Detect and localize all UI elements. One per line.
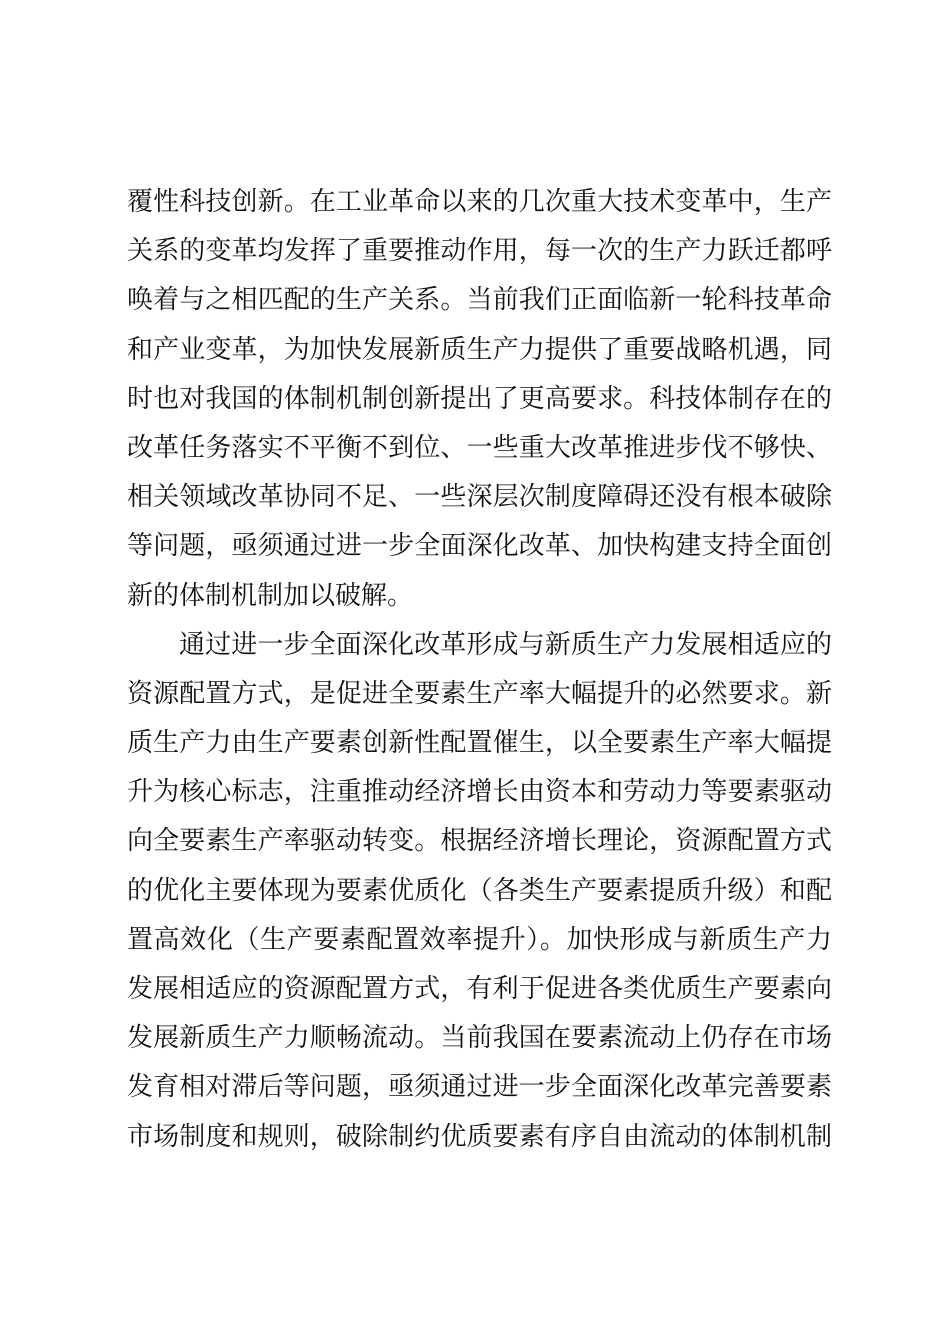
- paragraph-line: 发育相对滞后等问题，亟须通过进一步全面深化改革完善要素: [127, 1072, 832, 1103]
- paragraph-line: 和产业变革，为加快发展新质生产力提供了重要战略机遇，同: [127, 334, 832, 365]
- paragraph-line: 升为核心标志，注重推动经济增长由资本和劳动力等要素驱动: [127, 777, 832, 808]
- paragraph-line: 新的体制机制加以破解。: [127, 580, 414, 611]
- paragraph-line: 市场制度和规则，破除制约优质要素有序自由流动的体制机制: [127, 1121, 832, 1152]
- paragraph-line: 唤着与之相匹配的生产关系。当前我们正面临新一轮科技革命: [127, 285, 832, 316]
- paragraph-line: 关系的变革均发挥了重要推动作用，每一次的生产力跃迁都呼: [127, 236, 832, 267]
- paragraph-line: 时也对我国的体制机制创新提出了更高要求。科技体制存在的: [127, 383, 832, 414]
- paragraph-line: 发展相适应的资源配置方式，有利于促进各类优质生产要素向: [127, 974, 832, 1004]
- document-body: [127, 178, 832, 1162]
- paragraph-line: 质生产力由生产要素创新性配置催生，以全要素生产率大幅提: [127, 728, 832, 759]
- paragraph-line: 发展新质生产力顺畅流动。当前我国在要素流动上仍存在市场: [127, 1023, 832, 1054]
- paragraph-line: 相关领域改革协同不足、一些深层次制度障碍还没有根本破除: [127, 482, 832, 513]
- paragraph-line: 改革任务落实不平衡不到位、一些重大改革推进步伐不够快、: [127, 432, 832, 463]
- paragraph-1: [127, 178, 832, 621]
- paragraph-line: 向全要素生产率驱动转变。根据经济增长理论，资源配置方式: [127, 826, 832, 857]
- paragraph-line: 通过进一步全面深化改革形成与新质生产力发展相适应的: [179, 629, 832, 660]
- paragraph-line: 覆性科技创新。在工业革命以来的几次重大技术变革中，生产: [127, 187, 832, 217]
- paragraph-line: 等问题，亟须通过进一步全面深化改革、加快构建支持全面创: [127, 531, 832, 562]
- paragraph-line: 置高效化（生产要素配置效率提升）。加快形成与新质生产力: [127, 924, 832, 955]
- paragraph-line: 资源配置方式，是促进全要素生产率大幅提升的必然要求。新: [127, 678, 832, 709]
- paragraph-line: 的优化主要体现为要素优质化（各类生产要素提质升级）和配: [127, 875, 832, 906]
- paragraph-2: [127, 621, 832, 1162]
